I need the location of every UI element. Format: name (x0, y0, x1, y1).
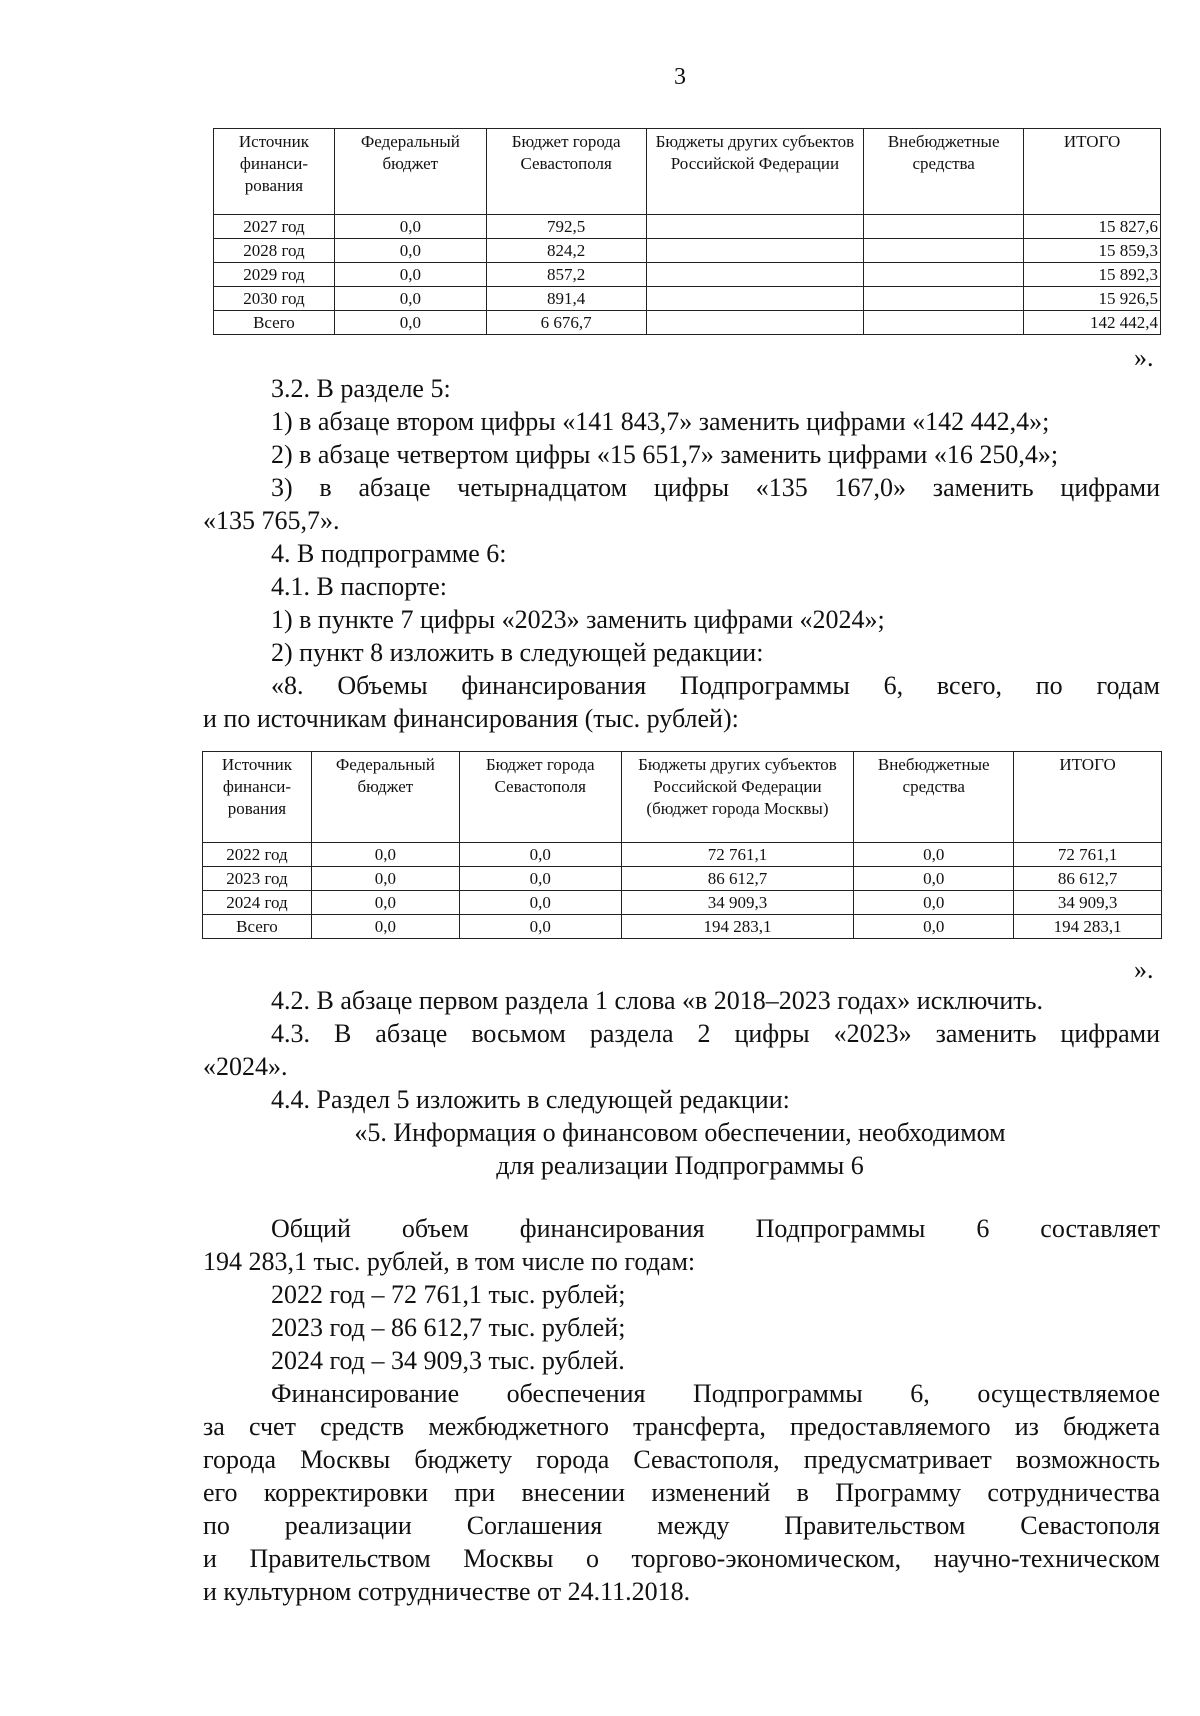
table-cell: 15 926,5 (1024, 287, 1161, 311)
table-cell (864, 311, 1024, 335)
table-cell: Всего (214, 311, 335, 335)
table-cell: 0,0 (311, 843, 459, 867)
page-number: 3 (674, 64, 686, 90)
section-4-1-item1: 1) в пункте 7 цифры «2023» заменить цифрами «2024»; (271, 605, 885, 634)
table-cell: 857,2 (486, 263, 646, 287)
table-cell: 194 283,1 (1014, 915, 1162, 939)
table-cell: 0,0 (854, 867, 1014, 891)
table-row (214, 287, 1161, 311)
table-cell: 0,0 (854, 843, 1014, 867)
table-cell: 0,0 (311, 915, 459, 939)
t2-header-total: ИТОГО (1014, 752, 1162, 843)
table-cell (864, 287, 1024, 311)
section-4-2: 4.2. В абзаце первом раздела 1 слова «в 2018–2023 годах» исключить. (271, 986, 1044, 1015)
para2-line2: за счет средств межбюджетного трансферта, предоставляемого из бюджета (203, 1412, 1160, 1441)
t2-header-federal: Федеральный бюджет (311, 752, 459, 843)
table-cell: 34 909,3 (1014, 891, 1162, 915)
table-cell (646, 239, 864, 263)
table-cell: 891,4 (486, 287, 646, 311)
table-cell: 792,5 (486, 215, 646, 239)
table-cell: 6 676,7 (486, 311, 646, 335)
table-cell: 15 859,3 (1024, 239, 1161, 263)
section-4-3-line2: «2024». (203, 1052, 288, 1081)
section-4-title: 4. В подпрограмме 6: (271, 539, 507, 568)
t1-header-other-subjects: Бюджеты других субъектов Российской Федерации (646, 129, 864, 215)
table-cell: 0,0 (459, 915, 621, 939)
table-cell (646, 287, 864, 311)
table-cell: 2022 год (203, 843, 312, 867)
year-2023-line: 2023 год – 86 612,7 тыс. рублей; (271, 1313, 626, 1342)
table-row (214, 215, 1161, 239)
table-cell: 0,0 (334, 263, 486, 287)
section-heading-line1: «5. Информация о финансовом обеспечении, необходимом (354, 1118, 1006, 1147)
section-heading-line2: для реализации Подпрограммы 6 (496, 1151, 864, 1180)
table-cell: 2023 год (203, 867, 312, 891)
year-2022-line: 2022 год – 72 761,1 тыс. рублей; (271, 1280, 626, 1309)
table-cell: 0,0 (334, 239, 486, 263)
table-cell (864, 239, 1024, 263)
para1-line1: Общий объем финансирования Подпрограммы 6 составляет (271, 1214, 1160, 1243)
section-4-quote-line2: и по источникам финансирования (тыс. рублей): (203, 704, 739, 733)
table-cell: 86 612,7 (1014, 867, 1162, 891)
section-4-quote-line1: «8. Объемы финансирования Подпрограммы 6, всего, по годам (271, 671, 1160, 700)
table-row (214, 311, 1161, 335)
t2-header-sevastopol: Бюджет города Севастополя (459, 752, 621, 843)
t1-header-extrabudgetary: Внебюджетные средства (864, 129, 1024, 215)
table-cell: 0,0 (311, 867, 459, 891)
table-cell: 0,0 (854, 915, 1014, 939)
table-cell: 86 612,7 (621, 867, 854, 891)
table-cell: Всего (203, 915, 312, 939)
t1-header-total: ИТОГО (1024, 129, 1161, 215)
t1-header-sevastopol: Бюджет города Севастополя (486, 129, 646, 215)
table-cell: 194 283,1 (621, 915, 854, 939)
para2-line4: его корректировки при внесении изменений в Программу сотрудничества (203, 1478, 1160, 1507)
section-4-1-item2: 2) пункт 8 изложить в следующей редакции: (271, 638, 764, 667)
table-cell: 15 892,3 (1024, 263, 1161, 287)
table-cell: 0,0 (334, 215, 486, 239)
para2-line7: и культурном сотрудничестве от 24.11.2018. (203, 1577, 691, 1606)
table-cell (864, 215, 1024, 239)
t2-header-source: Источник финанси-рования (203, 752, 312, 843)
table-row (214, 239, 1161, 263)
table-cell: 34 909,3 (621, 891, 854, 915)
table-cell (864, 263, 1024, 287)
table-row (203, 867, 1162, 891)
para2-line6: и Правительством Москвы о торгово-экономическом, научно-техническом (203, 1544, 1160, 1573)
table-cell (646, 215, 864, 239)
section-4-4: 4.4. Раздел 5 изложить в следующей редакции: (271, 1085, 790, 1114)
section-3-2-item3-line1: 3) в абзаце четырнадцатом цифры «135 167,0» заменить цифрами (271, 473, 1160, 502)
financing-table-2 (202, 751, 1162, 939)
section-3-2-item3-line2: «135 765,7». (203, 506, 340, 535)
table-cell: 72 761,1 (1014, 843, 1162, 867)
table-cell: 0,0 (854, 891, 1014, 915)
table-cell: 0,0 (334, 311, 486, 335)
closing-quote-2: ». (1134, 955, 1154, 984)
t1-header-federal: Федеральный бюджет (334, 129, 486, 215)
table-cell: 142 442,4 (1024, 311, 1161, 335)
para2-line1: Финансирование обеспечения Подпрограммы 6, осуществляемое (271, 1379, 1160, 1408)
table-cell: 2028 год (214, 239, 335, 263)
section-4-1-title: 4.1. В паспорте: (271, 572, 448, 601)
table-cell: 2030 год (214, 287, 335, 311)
t1-header-source: Источник финанси-рования (214, 129, 335, 215)
para1-line2: 194 283,1 тыс. рублей, в том числе по годам: (203, 1247, 696, 1276)
table-cell: 0,0 (459, 891, 621, 915)
table-row (203, 843, 1162, 867)
t2-header-other-subjects: Бюджеты других субъектов Российской Федерации (бюджет города Москвы) (621, 752, 854, 843)
table-cell: 2027 год (214, 215, 335, 239)
table-row (203, 891, 1162, 915)
table-cell: 15 827,6 (1024, 215, 1161, 239)
section-3-2-item2: 2) в абзаце четвертом цифры «15 651,7» заменить цифрами «16 250,4»; (271, 440, 1059, 469)
table-cell (646, 263, 864, 287)
closing-quote-1: ». (1134, 343, 1154, 372)
para2-line5: по реализации Соглашения между Правительством Севастополя (203, 1511, 1160, 1540)
section-3-2-item1: 1) в абзаце втором цифры «141 843,7» заменить цифрами «142 442,4»; (271, 407, 1050, 436)
table-cell: 72 761,1 (621, 843, 854, 867)
table-cell: 2024 год (203, 891, 312, 915)
table-row (214, 263, 1161, 287)
table-row (203, 915, 1162, 939)
section-3-2-title: 3.2. В разделе 5: (271, 374, 451, 403)
table-cell: 0,0 (459, 843, 621, 867)
table-cell: 2029 год (214, 263, 335, 287)
para2-line3: города Москвы бюджету города Севастополя, предусматривает возможность (203, 1445, 1160, 1474)
year-2024-line: 2024 год – 34 909,3 тыс. рублей. (271, 1346, 625, 1375)
table-cell: 0,0 (459, 867, 621, 891)
table-cell: 0,0 (311, 891, 459, 915)
table-cell (646, 311, 864, 335)
financing-table-1 (213, 128, 1161, 335)
section-4-3-line1: 4.3. В абзаце восьмом раздела 2 цифры «2023» заменить цифрами (271, 1019, 1160, 1048)
t2-header-extrabudgetary: Внебюджетные средства (854, 752, 1014, 843)
table-cell: 0,0 (334, 287, 486, 311)
table-cell: 824,2 (486, 239, 646, 263)
